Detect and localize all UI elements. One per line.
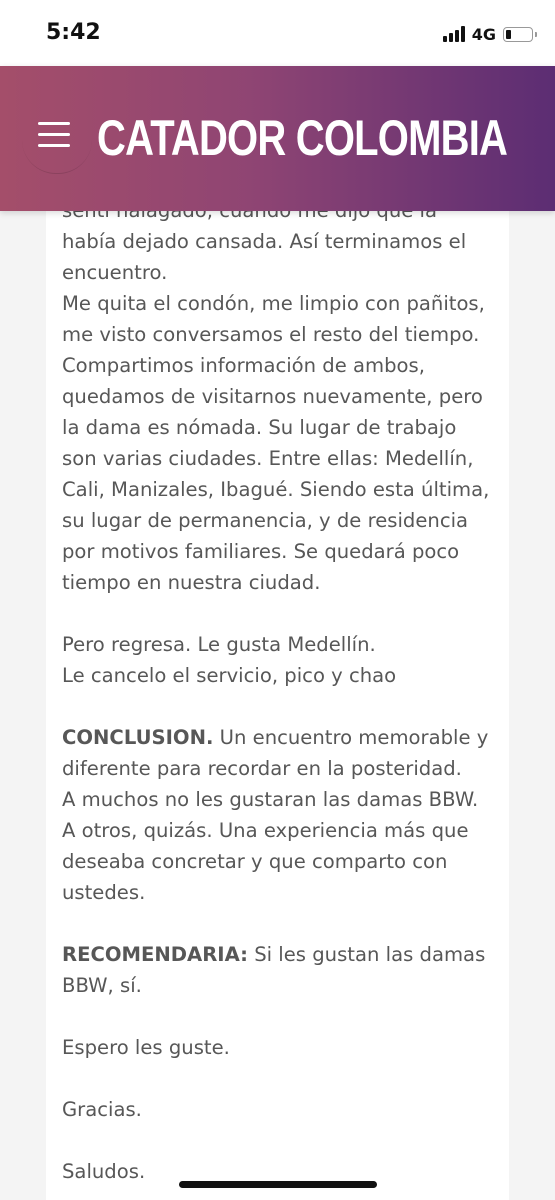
article-line: tiempo en nuestra ciudad. — [62, 571, 321, 594]
status-indicators — [443, 22, 533, 46]
article-line: por motivos familiares. Se quedará poco — [62, 540, 460, 563]
signal-icon — [443, 26, 465, 42]
article-line: Le cancelo el servicio, pico y chao — [62, 664, 397, 687]
article-line: son varias ciudades. Entre ellas: Medellín, — [62, 447, 474, 470]
article-line: había dejado cansada. Así terminamos el — [62, 230, 467, 253]
article-line: la dama es nómada. Su lugar de trabajo — [62, 416, 457, 439]
article-line: quedamos de visitarnos nuevamente, pero — [62, 385, 483, 408]
article-line: Si les gustan las damas — [247, 943, 486, 966]
hamburger-icon — [38, 122, 70, 148]
status-time: 5:42 — [46, 20, 101, 45]
article-line: Saludos. — [62, 1160, 146, 1183]
article-line: BBW, sí. — [62, 974, 142, 997]
site-title[interactable]: CATADOR COLOMBIA — [97, 110, 508, 166]
recommendation-paragraph — [62, 939, 502, 970]
article-line: Un encuentro memorable y — [213, 726, 489, 749]
site-header — [0, 66, 555, 211]
article-line: su lugar de permanencia, y de residencia — [62, 509, 469, 532]
home-indicator[interactable] — [179, 1181, 377, 1188]
article-card — [46, 150, 509, 1200]
article-line: encuentro. — [62, 261, 168, 284]
conclusion-paragraph — [62, 722, 502, 753]
battery-icon — [503, 27, 533, 42]
article-line: Espero les guste. — [62, 1036, 230, 1059]
article-line: Cali, Manizales, Ibagué. Siendo esta última, — [62, 478, 490, 501]
article-line: ustedes. — [62, 881, 146, 904]
recommendation-label: RECOMENDARIA: — [62, 943, 248, 966]
menu-button[interactable] — [22, 116, 92, 174]
article-line: Compartimos información de ambos, — [62, 354, 425, 377]
article-body — [62, 195, 502, 1187]
article-line: Pero regresa. Le gusta Medellín. — [62, 633, 376, 656]
status-bar — [0, 0, 555, 66]
article-line: deseaba concretar y que comparto con — [62, 850, 448, 873]
network-type: 4G — [471, 24, 496, 44]
article-line: diferente para recordar en la posteridad. — [62, 757, 462, 780]
article-line: Me quita el condón, me limpio con pañitos, — [62, 292, 485, 315]
article-line: me visto conversamos el resto del tiempo. — [62, 323, 480, 346]
article-line: Gracias. — [62, 1098, 142, 1121]
article-line: A muchos no les gustaran las damas BBW. — [62, 788, 479, 811]
conclusion-label: CONCLUSION. — [62, 726, 214, 749]
article-line: A otros, quizás. Una experiencia más que — [62, 819, 469, 842]
